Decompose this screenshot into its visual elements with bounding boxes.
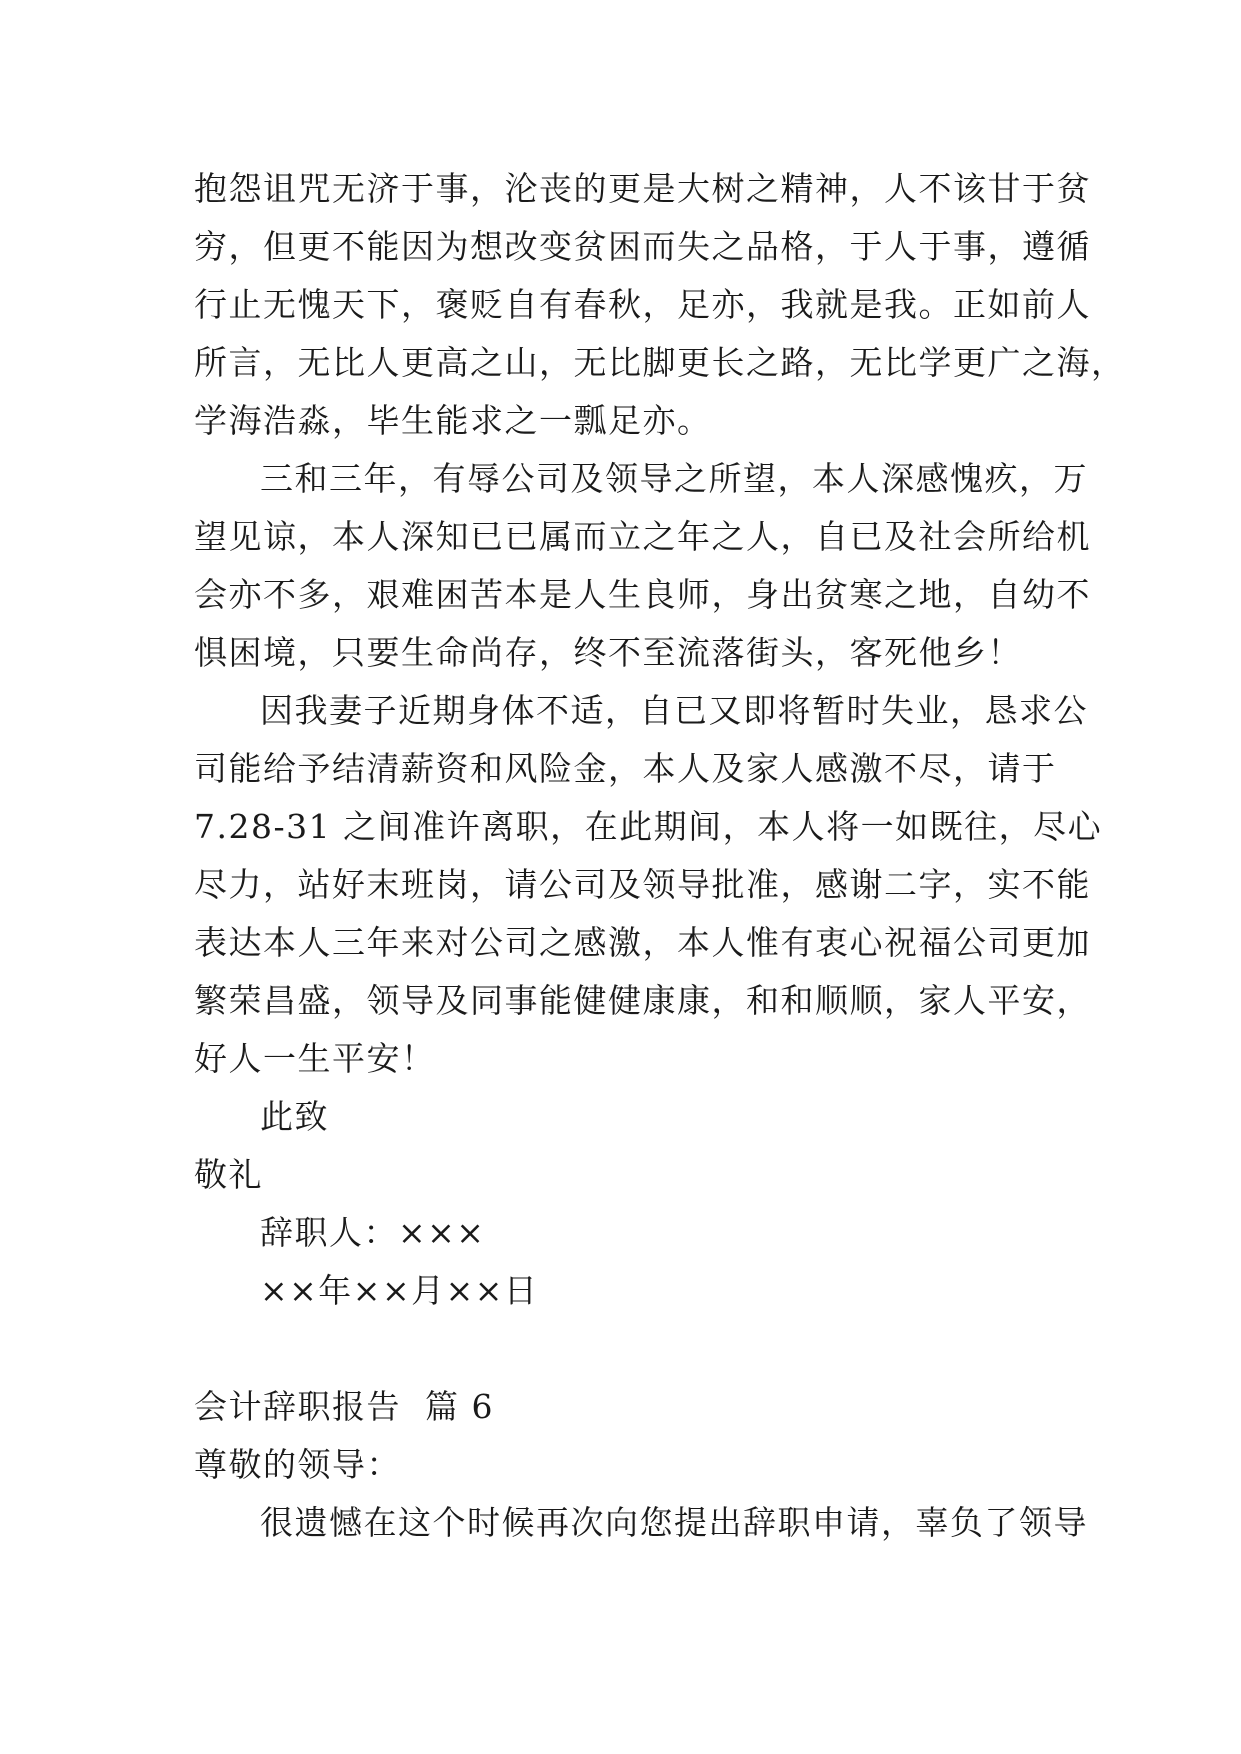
closing-salute: 敬礼 xyxy=(194,1155,263,1194)
text-line: 穷，但更不能因为想改变贫困而失之品格，于人于事，遵循 xyxy=(194,227,1091,266)
spacer xyxy=(194,1320,1064,1378)
text-line: 望见谅，本人深知已已属而立之年之人，自已及社会所给机 xyxy=(194,517,1091,556)
date-line: ××年××月××日 xyxy=(260,1271,539,1310)
text-line: 表达本人三年来对公司之感激，本人惟有衷心祝福公司更加 xyxy=(194,923,1091,962)
text-line: 惧困境，只要生命尚存，终不至流落街头，客死他乡！ xyxy=(194,633,1022,672)
document-page xyxy=(194,160,1126,1552)
salutation: 尊敬的领导： xyxy=(194,1445,401,1484)
paragraph-1 xyxy=(194,160,1126,450)
text-line: 因我妻子近期身体不适，自已又即将暂时失业，恳求公 xyxy=(260,691,1088,730)
text-line: 抱怨诅咒无济于事，沦丧的更是大树之精神，人不该甘于贫 xyxy=(194,169,1091,208)
text-line: 学海浩淼，毕生能求之一瓢足亦。 xyxy=(194,401,712,440)
text-line: 三和三年，有辱公司及领导之所望，本人深感愧疚，万 xyxy=(260,459,1088,498)
text-line: 好人一生平安！ xyxy=(194,1039,436,1078)
paragraph-2 xyxy=(194,450,1091,682)
closing-greeting: 此致 xyxy=(260,1097,329,1136)
text-line: 尽力，站好末班岗，请公司及领导批准，感谢二字，实不能 xyxy=(194,865,1091,904)
text-line: 行止无愧天下，褒贬自有春秋，足亦，我就是我。正如前人 xyxy=(194,285,1091,324)
text-line: 7.28-31 之间准许离职，在此期间，本人将一如既往，尽心 xyxy=(194,807,1103,846)
text-line: 繁荣昌盛，领导及同事能健健康康，和和顺顺，家人平安， xyxy=(194,981,1091,1020)
text-line: 很遗憾在这个时候再次向您提出辞职申请，辜负了领导 xyxy=(260,1503,1088,1542)
text-line: 所言，无比人更高之山，无比脚更长之路，无比学更广之海， xyxy=(194,343,1126,382)
text-line: 司能给予结清薪资和风险金，本人及家人感激不尽，请于 xyxy=(194,749,1057,788)
text-line: 会亦不多，艰难困苦本是人生良师，身出贫寒之地，自幼不 xyxy=(194,575,1091,614)
paragraph-3 xyxy=(194,682,1103,1088)
section-title: 会计辞职报告 篇 6 xyxy=(194,1387,494,1426)
paragraph-4 xyxy=(194,1494,1088,1552)
signer-line: 辞职人：××× xyxy=(260,1213,486,1252)
